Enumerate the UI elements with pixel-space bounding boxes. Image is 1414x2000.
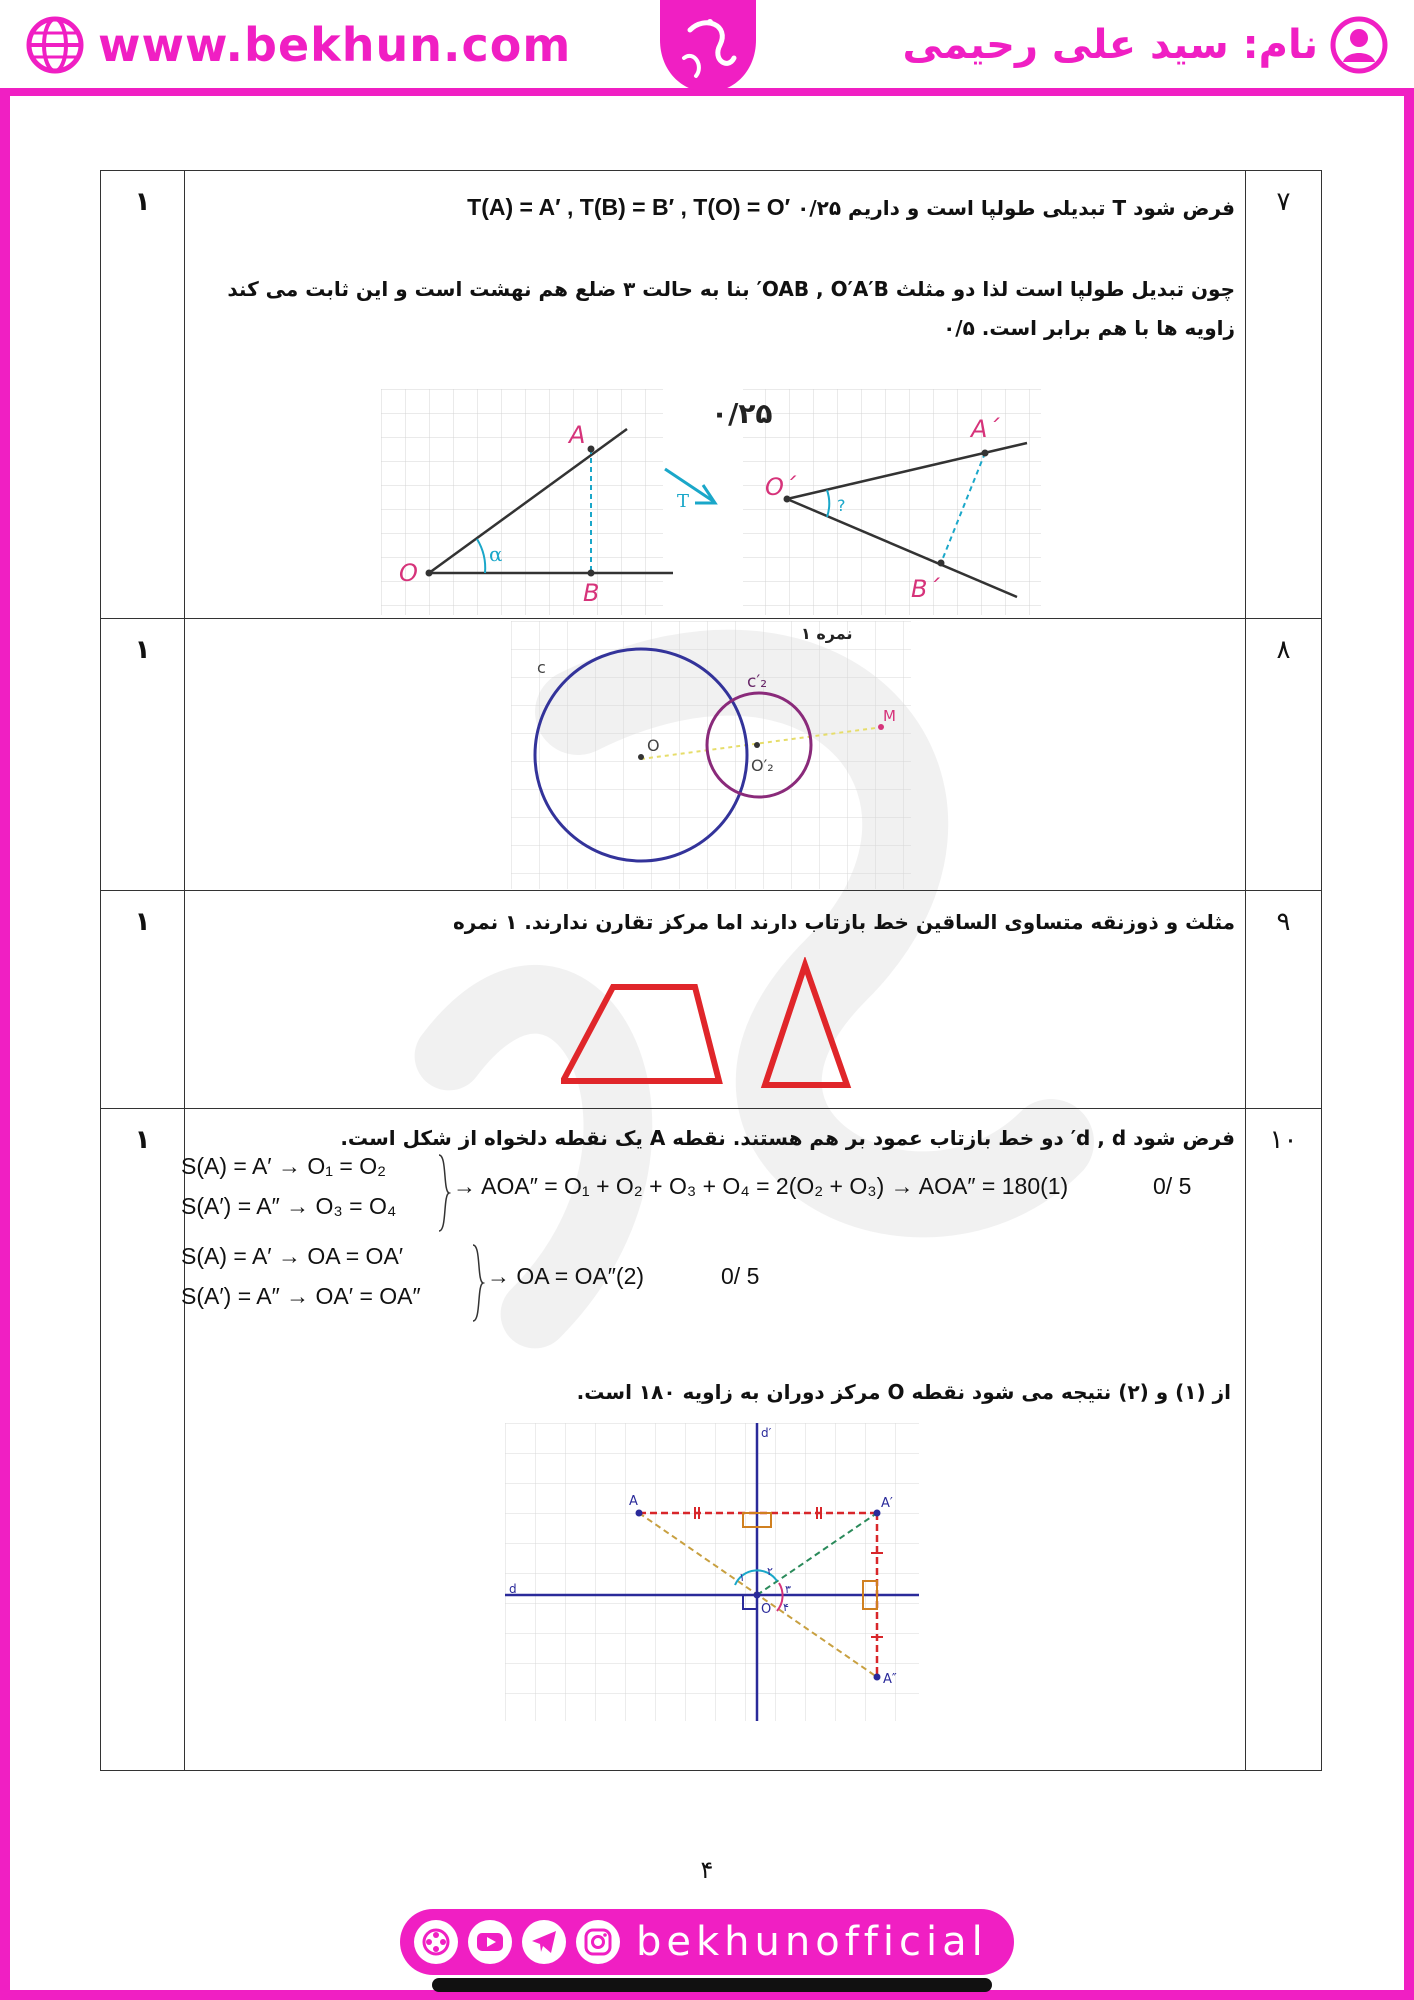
triangle-shape: [765, 965, 847, 1085]
brace-icon: [471, 1243, 485, 1323]
instagram-icon[interactable]: [576, 1920, 620, 1964]
q7-label-B2: B´: [911, 575, 940, 603]
question-body: [181, 1109, 1246, 1771]
q10-eq1a: S(A) = A′ → O₁ = O₂: [181, 1153, 387, 1179]
q8-label-c: c: [537, 658, 546, 677]
q10-eq1b: S(A′) = A″ → O₃ = O₄: [181, 1193, 397, 1219]
q10-eq2c: → OA = OA″(2): [487, 1263, 645, 1289]
q10-label-n1: ۱: [739, 1571, 745, 1584]
q8-figure-mark: نمره ۱: [801, 624, 853, 643]
q10-eq2b: S(A′) = A″ → OA′ = OA″: [181, 1283, 421, 1309]
q10-label-A: A: [629, 1494, 638, 1509]
answer-table: [100, 170, 1322, 1771]
q10-label-n2: ۲: [767, 1565, 773, 1578]
site-url: www.bekhun.com: [98, 18, 572, 72]
page-number: ۴: [700, 1856, 714, 1884]
brace-icon: [437, 1153, 451, 1233]
q8-label-c2: c′₂: [747, 672, 768, 692]
q10-label-O: O: [761, 1602, 772, 1617]
q10-eq1c: → AOA″ = O₁ + O₂ + O₃ + O₄ = 2(O₂ + O₃) → AOA″ = 180(1): [453, 1173, 1069, 1199]
q7-label-A: A: [569, 421, 586, 449]
question-score: ۱: [101, 891, 185, 1109]
q7-figure: [381, 389, 1041, 615]
film-icon[interactable]: [414, 1920, 458, 1964]
student-name-label: نام: سید علی رحیمی: [902, 22, 1318, 68]
q9-text: مثلث و ذوزنقه متساوی الساقین خط بازتاب دارند اما مرکز تقارن ندارند. ۱ نمره: [452, 910, 1235, 934]
q10-eq-group1: [181, 1153, 1221, 1233]
footer-shadow: [432, 1978, 992, 1992]
question-body: [185, 891, 1246, 1109]
q7-label-O: O: [399, 559, 418, 587]
question-score: ۱: [101, 171, 185, 619]
q10-eq2a: S(A) = A′ → OA = OA′: [181, 1243, 404, 1269]
q7-line1-math: T(A) = A′ , T(B) = B′ , T(O) = O′: [467, 194, 791, 220]
q7-label-A2: A´: [971, 415, 1000, 443]
q8-figure: [511, 621, 911, 889]
q7-label-alpha: α: [489, 542, 503, 566]
q10-label-A2: A″: [883, 1672, 897, 1687]
q7-label-B: B: [583, 579, 600, 607]
q7-line1: [195, 185, 1235, 230]
q10-label-d2: d′: [761, 1426, 772, 1440]
q7-line2: چون تبدیل طولپا است لذا دو مثلث OAB , O′A′B′ بنا به حالت ۳ ضلع هم نهشت است و این ثابت می کند: [227, 276, 1235, 301]
question-row-10: [101, 1109, 1322, 1771]
trapezoid-shape: [563, 987, 719, 1081]
q10-label-A1: A′: [881, 1496, 893, 1511]
question-body: [185, 171, 1246, 619]
question-number: ۸: [1246, 619, 1322, 891]
question-row-8: [101, 619, 1322, 891]
question-number: ۱۰: [1246, 1109, 1322, 1771]
site-link[interactable]: [26, 16, 571, 74]
question-number: ۹: [1246, 891, 1322, 1109]
youtube-icon[interactable]: [468, 1920, 512, 1964]
question-score: ۱: [101, 1109, 185, 1771]
q10-figure: [505, 1423, 919, 1721]
q8-label-M: M: [883, 707, 896, 725]
q9-figure: [561, 957, 881, 1097]
bekhun-logo: [660, 0, 756, 92]
telegram-icon[interactable]: [522, 1920, 566, 1964]
question-row-7: [101, 171, 1322, 619]
question-body: [185, 619, 1246, 891]
q8-label-O: O: [647, 736, 660, 755]
social-handle: bekhunofficial: [636, 1919, 988, 1965]
q10-line1: فرض شود d , d′ دو خط بازتاب عمود بر هم هستند. نقطه A یک نقطه دلخواه از شکل است.: [340, 1126, 1235, 1150]
q8-label-O2: O′₂: [751, 756, 774, 775]
q10-conclusion: از (۱) و (۲) نتیجه می شود نقطه O مرکز دوران به زاویه ۱۸۰ است.: [576, 1380, 1231, 1404]
q7-line1-text: فرض شود T تبدیلی طولپا است و داریم: [848, 196, 1235, 220]
q7-label-O2: O´: [765, 473, 796, 501]
question-row-9: [101, 891, 1322, 1109]
q10-eq1-mark: 0/ 5: [1153, 1173, 1192, 1199]
q10-eq2-mark: 0/ 5: [721, 1263, 760, 1289]
q10-label-n4: ۴: [783, 1601, 789, 1614]
q10-eq-group2: [181, 1243, 881, 1323]
student-name: [903, 16, 1389, 74]
question-score: ۱: [101, 619, 185, 891]
question-number: ۷: [1246, 171, 1322, 619]
user-icon: [1330, 16, 1388, 74]
q7-line1-mark: ۰/۲۵: [797, 196, 842, 220]
q7-label-q: ?: [837, 496, 846, 515]
q7-figure-mark: ۰/۲۵: [711, 397, 773, 430]
social-footer[interactable]: [400, 1909, 1014, 1975]
globe-icon: [26, 16, 84, 74]
q7-line3: زاویه ها با هم برابر است. ۰/۵: [943, 315, 1235, 340]
q7-label-T: T: [677, 491, 690, 512]
q10-label-d: d: [509, 1582, 517, 1596]
q10-label-n3: ۳: [785, 1583, 791, 1596]
page-header: [0, 0, 1414, 96]
